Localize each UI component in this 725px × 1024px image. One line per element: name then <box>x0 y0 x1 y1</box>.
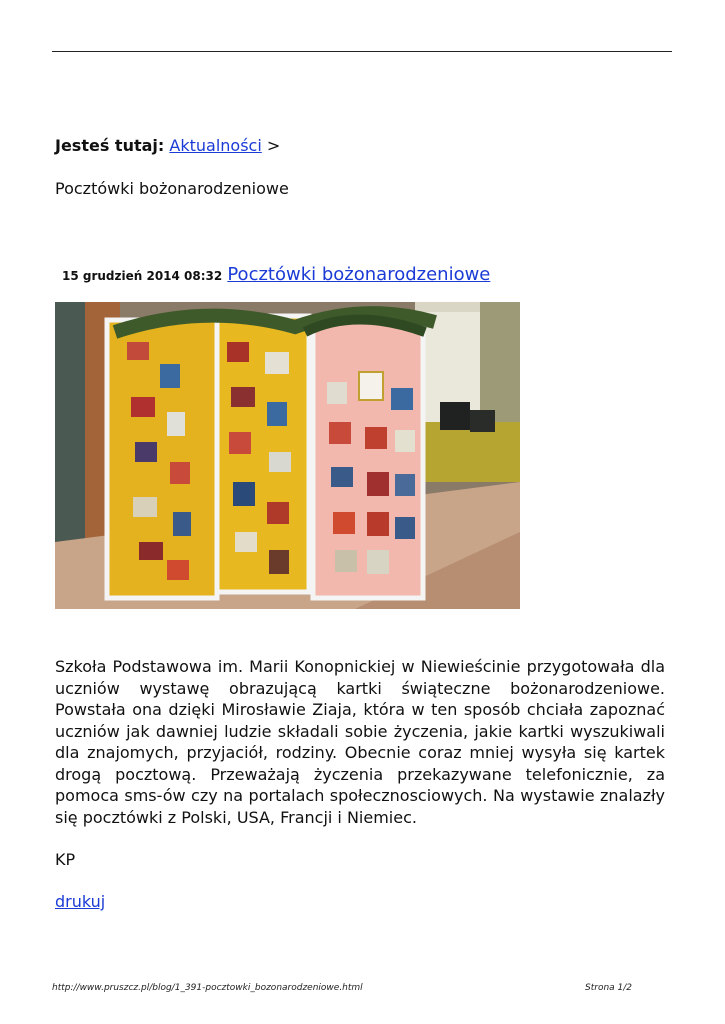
footer-url: http://www.pruszcz.pl/blog/1_391-pocztowki_bozonarodzeniowe.html <box>52 983 363 993</box>
print-link[interactable]: drukuj <box>55 892 106 911</box>
article-body <box>55 656 665 828</box>
article-photo <box>55 302 520 609</box>
header-rule <box>52 51 672 52</box>
breadcrumb-separator: > <box>266 136 281 155</box>
article-author: KP <box>55 850 76 869</box>
exhibition-photo-illustration <box>55 302 520 609</box>
article-date: 15 grudzień 2014 08:32 <box>62 269 223 283</box>
article-title-link[interactable]: Pocztówki bożonarodzeniowe <box>227 264 491 285</box>
footer-page-number: Strona 1/2 <box>585 983 633 993</box>
breadcrumb-link-news[interactable]: Aktualności <box>169 136 262 155</box>
article-body-paragraph: Szkoła Podstawowa im. Marii Konopnickiej w Niewieścinie przygotowała dla uczniów wystawę obrazującą kartki świąteczne bożonarodzeniowe. Powstała ona dzięki Mirosławie Ziaja, która w ten sposób chciała zapoznać uczniów jak dawniej ludzie składali sobie życzenia, jakie kartki wyszukiwali dla znajomych, przyjaciół, rodziny. Obecnie coraz mniej wysyła się kartek drogą pocztową. Przeważają życzenia przekazywane telefonicznie, za pomoca sms-ów czy na portalach społecznosciowych. Na wystawie znalazły się pocztówki z Polski, USA, Francji i Niemiec. <box>55 657 665 827</box>
page-title: Pocztówki bożonarodzeniowe <box>55 179 289 198</box>
article-meta <box>62 264 490 285</box>
breadcrumb-label: Jesteś tutaj: <box>55 136 165 155</box>
breadcrumb <box>55 135 280 157</box>
